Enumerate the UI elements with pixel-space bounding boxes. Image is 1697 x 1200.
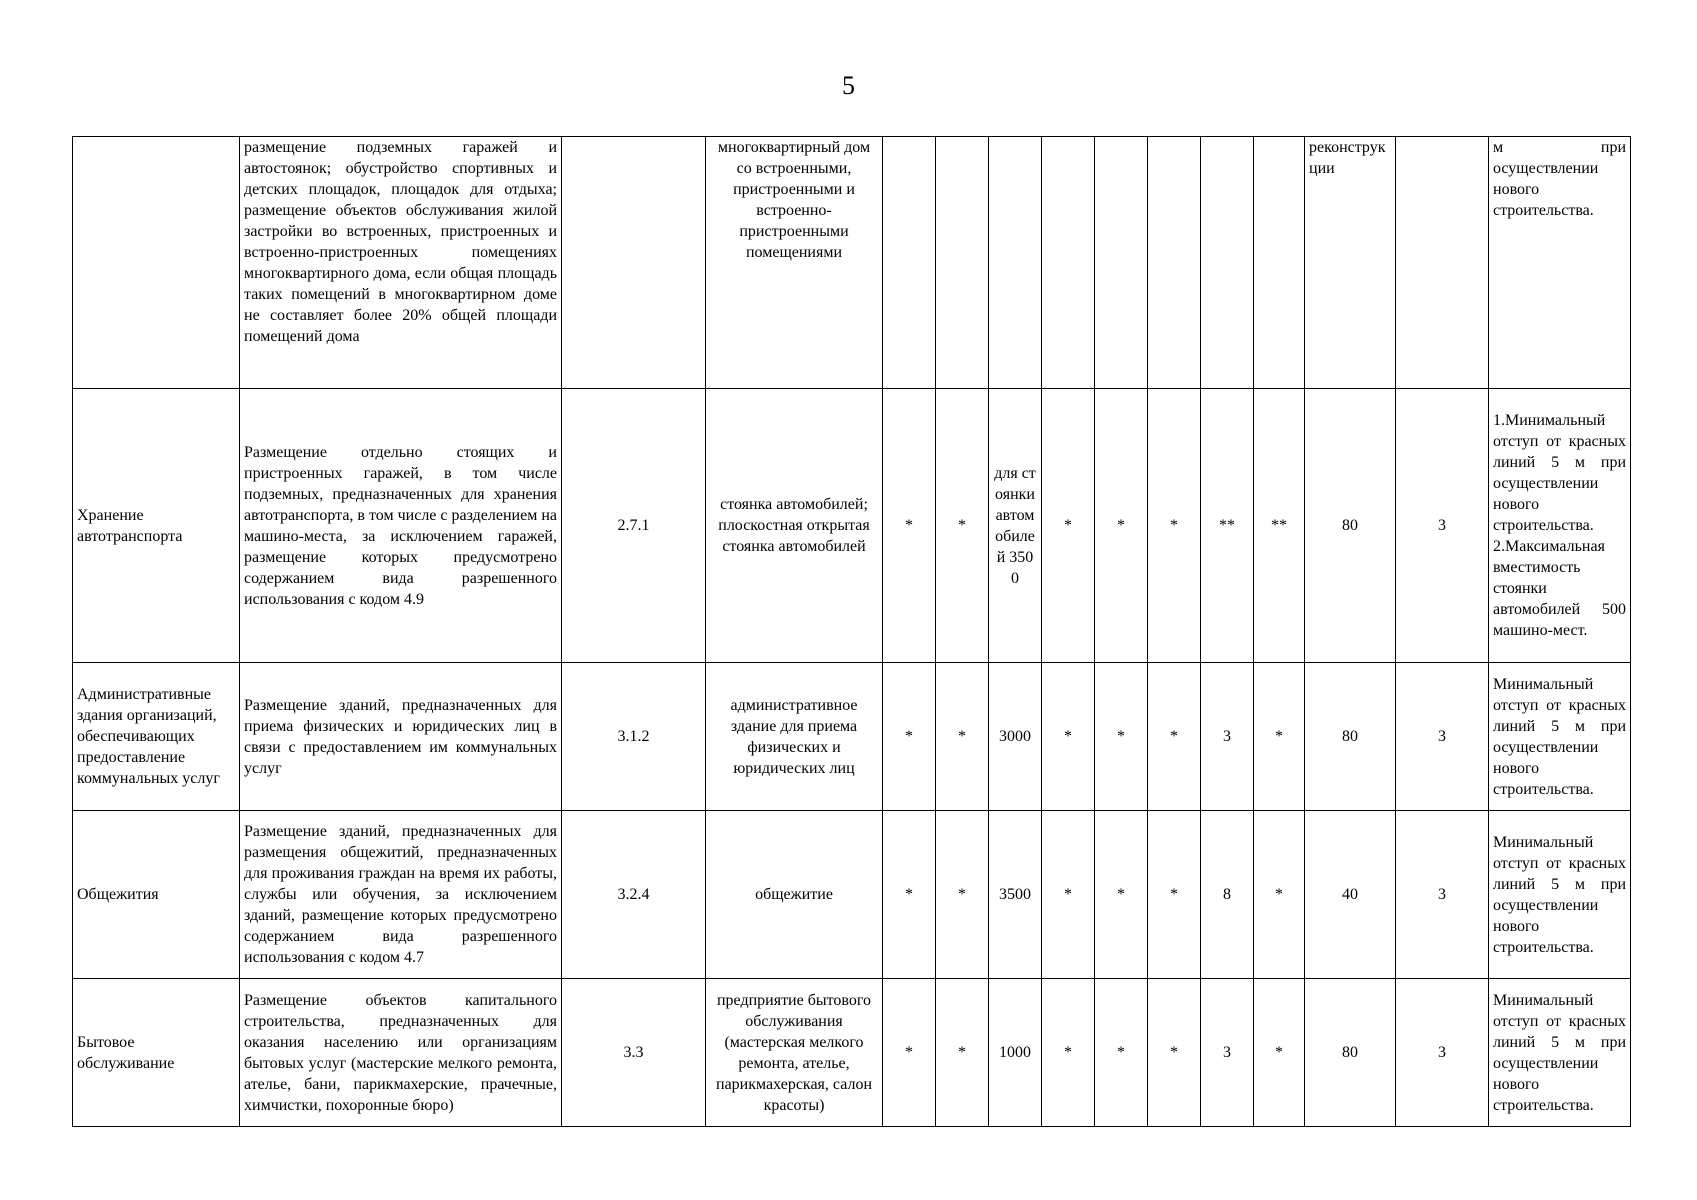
notes-cell: Минимальный отступ от красных линий 5 м при осуществлении нового строительства. (1489, 663, 1631, 811)
param-cell: 3 (1201, 979, 1254, 1127)
param-cell: для стоянки автомобилей 3500 (989, 389, 1042, 663)
param-cell: * (1254, 811, 1305, 979)
land-use-table (72, 136, 1631, 1127)
param-cell (989, 137, 1042, 389)
param-cell: * (1148, 979, 1201, 1127)
param-cell: * (1042, 811, 1095, 979)
floors-cell: 3 (1396, 979, 1489, 1127)
param-cell: * (936, 663, 989, 811)
floors-cell: 3 (1396, 389, 1489, 663)
param-cell (1148, 137, 1201, 389)
use-code-cell: 3.3 (562, 979, 706, 1127)
coverage-cell: реконструкции (1305, 137, 1396, 389)
use-description-cell: размещение подземных гаражей и автостоянок; обустройство спортивных и детских площадок, площадок для отдыха; размещение объектов обслуживания жилой застройки во встроенных, пристроенных и встроенно-пристроенных помещениях многоквартирного дома, если общая площадь таких помещений в многоквартирном доме не составляет более 20% общей площади помещений дома (240, 137, 562, 389)
param-cell: 3500 (989, 811, 1042, 979)
param-cell: 3000 (989, 663, 1042, 811)
use-description-cell: Размещение зданий, предназначенных для приема физических и юридических лиц в связи с предоставлением им коммунальных услуг (240, 663, 562, 811)
table-row (73, 389, 1631, 663)
table-row (73, 663, 1631, 811)
object-type-cell: предприятие бытового обслуживания (мастерская мелкого ремонта, ателье, парикмахерская, салон красоты) (706, 979, 883, 1127)
use-description-cell: Размещение объектов капитального строительства, предназначенных для оказания населению или организациям бытовых услуг (мастерские мелкого ремонта, ателье, бани, парикмахерские, прачечные, химчистки, похоронные бюро) (240, 979, 562, 1127)
param-cell: * (936, 979, 989, 1127)
param-cell: * (1095, 811, 1148, 979)
param-cell: * (1095, 389, 1148, 663)
use-description-cell: Размещение отдельно стоящих и пристроенных гаражей, в том числе подземных, предназначенных для хранения автотранспорта, в том числе с разделением на машино-места, за исключением гаражей, размещение которых предусмотрено содержанием вида разрешенного использования с кодом 4.9 (240, 389, 562, 663)
floors-cell (1396, 137, 1489, 389)
param-cell: * (1148, 811, 1201, 979)
param-cell: * (1042, 663, 1095, 811)
notes-cell: м при осуществлении нового строительства. (1489, 137, 1631, 389)
object-type-cell: стоянка автомобилей; плоскостная открытая стоянка автомобилей (706, 389, 883, 663)
param-cell: * (1254, 663, 1305, 811)
param-cell: 3 (1201, 663, 1254, 811)
param-cell (1095, 137, 1148, 389)
page-number: 5 (842, 71, 855, 100)
param-cell: * (883, 663, 936, 811)
param-cell: 1000 (989, 979, 1042, 1127)
table-row (73, 811, 1631, 979)
param-cell: * (1042, 979, 1095, 1127)
param-cell: * (1095, 663, 1148, 811)
floors-cell: 3 (1396, 663, 1489, 811)
param-cell: ** (1254, 389, 1305, 663)
use-type-cell: Хранение автотранспорта (73, 389, 240, 663)
param-cell (936, 137, 989, 389)
param-cell: * (1042, 389, 1095, 663)
use-code-cell: 2.7.1 (562, 389, 706, 663)
param-cell: * (883, 979, 936, 1127)
use-code-cell: 3.1.2 (562, 663, 706, 811)
param-cell (1254, 137, 1305, 389)
object-type-cell: административное здание для приема физических и юридических лиц (706, 663, 883, 811)
coverage-cell: 40 (1305, 811, 1396, 979)
param-cell: * (1095, 979, 1148, 1127)
coverage-cell: 80 (1305, 389, 1396, 663)
coverage-cell: 80 (1305, 663, 1396, 811)
param-cell: * (1254, 979, 1305, 1127)
param-cell: * (1148, 389, 1201, 663)
use-description-cell: Размещение зданий, предназначенных для размещения общежитий, предназначенных для проживания граждан на время их работы, службы или обучения, за исключением зданий, размещение которых предусмотрено содержанием вида разрешенного использования с кодом 4.7 (240, 811, 562, 979)
param-cell: * (936, 811, 989, 979)
floors-cell: 3 (1396, 811, 1489, 979)
use-code-cell: 3.2.4 (562, 811, 706, 979)
notes-cell: Минимальный отступ от красных линий 5 м при осуществлении нового строительства. (1489, 979, 1631, 1127)
use-type-cell (73, 137, 240, 389)
table-row (73, 137, 1631, 389)
table-row (73, 979, 1631, 1127)
use-code-cell (562, 137, 706, 389)
param-cell: 8 (1201, 811, 1254, 979)
param-cell: ** (1201, 389, 1254, 663)
param-cell (1201, 137, 1254, 389)
param-cell: * (883, 389, 936, 663)
object-type-cell: многоквартирный дом со встроенными, пристроенными и встроенно-пристроенными помещениями (706, 137, 883, 389)
param-cell (883, 137, 936, 389)
param-cell (1042, 137, 1095, 389)
notes-cell: 1.Минимальный отступ от красных линий 5 м при осуществлении нового строительства. 2.Максимальная вместимость стоянки автомобилей 500 машино-мест. (1489, 389, 1631, 663)
use-type-cell: Бытовое обслуживание (73, 979, 240, 1127)
object-type-cell: общежитие (706, 811, 883, 979)
use-type-cell: Общежития (73, 811, 240, 979)
coverage-cell: 80 (1305, 979, 1396, 1127)
param-cell: * (883, 811, 936, 979)
notes-cell: Минимальный отступ от красных линий 5 м при осуществлении нового строительства. (1489, 811, 1631, 979)
param-cell: * (1148, 663, 1201, 811)
use-type-cell: Административные здания организаций, обеспечивающих предоставление коммунальных услуг (73, 663, 240, 811)
param-cell: * (936, 389, 989, 663)
